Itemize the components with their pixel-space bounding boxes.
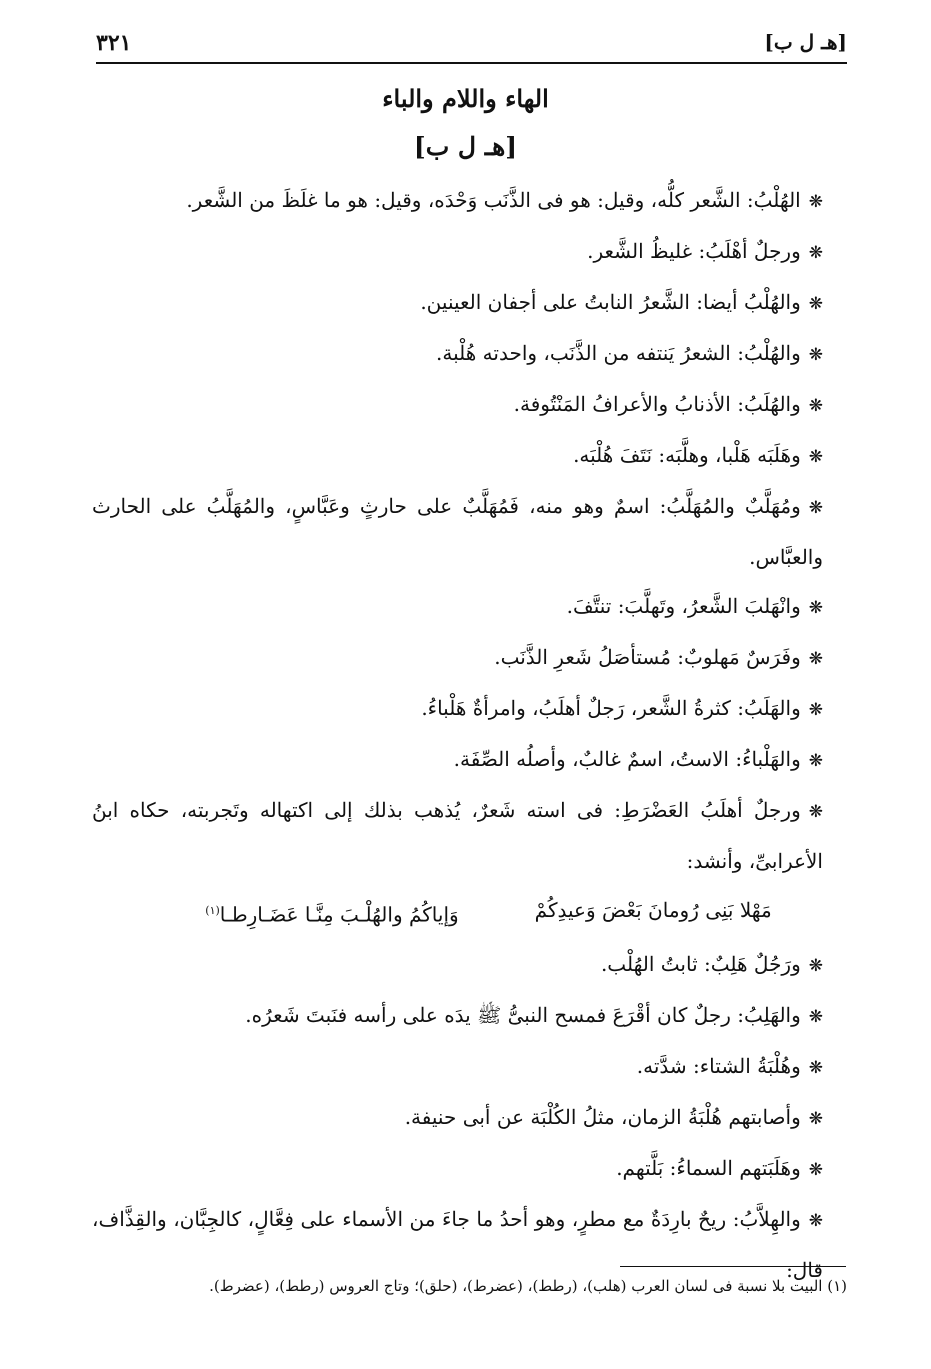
entry-star-icon: ❋: [808, 598, 823, 618]
entry-text: وفَرَسٌ مَهلوبٌ: مُستأصَلُ شَعرِ الذَّنَب.: [494, 645, 801, 669]
entry-text: ورجلٌ أهلَبُ العَضْرَطِ: فى استه شَعرٌ، يُذهب بذلك إلى اكتهاله وتَجربته، حكاه ابنُ الأعرابىِّ، وأنشد:: [92, 798, 823, 873]
page-number: ٣٢١: [96, 30, 132, 56]
entry-star-icon: ❋: [808, 1108, 823, 1129]
dictionary-body: [92, 176, 845, 1295]
dictionary-entry: [92, 1042, 845, 1093]
running-head-root: [هـ ل ب]: [764, 30, 847, 54]
dictionary-entry: [92, 380, 845, 431]
entry-text: ومُهَلَّبٌ والمُهَلَّبُ: اسمٌ وهو منه، فَمُهَلَّبٌ على حارثٍ وعَبَّاسٍ، والمُهَلَّبُ على الحارث والعبَّاس.: [92, 494, 823, 569]
entry-star-icon: ❋: [808, 1159, 823, 1180]
footnote-reference: (١): [205, 904, 220, 917]
entry-text: والهُلْبُ أيضا: الشَّعرُ النابتُ على أجفان العينين.: [420, 290, 801, 314]
entry-star-icon: ❋: [808, 447, 823, 467]
dictionary-entry: [92, 329, 845, 380]
dictionary-entry: [92, 227, 845, 278]
entry-star-icon: ❋: [808, 955, 823, 976]
verse-hemistich-second: [205, 886, 458, 940]
entry-star-icon: ❋: [808, 1210, 823, 1231]
entry-star-icon: ❋: [808, 396, 823, 416]
dictionary-entry: [92, 735, 845, 786]
entry-text: والهُلْبُ: الشعرُ يَنتفه من الذَّنَب، واحدته هُلْبة.: [436, 341, 801, 365]
dictionary-entry: [92, 940, 845, 991]
entry-star-icon: ❋: [808, 345, 823, 365]
entry-text: ورَجُلٌ هَلِبٌ: ثابتُ الهُلْب.: [600, 951, 801, 976]
entry-text: والهَلْباءُ: الاستُ، اسمٌ غالبٌ، وأصلُه الصِّفَة.: [453, 747, 801, 771]
entry-text: وهَلَبَه هَلْبا، وهلَّبَه: نَتَفَ هُلْبَه.: [573, 443, 801, 467]
entry-text: والهِلاَّبُ: ريحٌ بارِدَةٌ مع مطرٍ، وهو أحدُ ما جاءَ من الأسماء على فِعَّالٍ، كالجِبَّان، والقِذَّاف، قال:: [92, 1206, 823, 1282]
entry-text: ورجلٌ أهْلَبُ: غليظُ الشَّعر.: [587, 239, 801, 263]
dictionary-entry: [92, 1093, 845, 1144]
entry-text: وأصابتهم هُلْبَةُ الزمان، مثلُ الكُلْبَة عن أبى حنيفة.: [404, 1104, 801, 1129]
dictionary-entry: [92, 786, 845, 886]
entry-star-icon: ❋: [808, 751, 823, 771]
entry-star-icon: ❋: [808, 243, 823, 263]
running-head: [96, 30, 847, 64]
dictionary-entry: [92, 1144, 845, 1195]
dictionary-entry: [92, 582, 845, 633]
entry-star-icon: ❋: [808, 1006, 823, 1027]
entry-star-icon: ❋: [808, 294, 823, 314]
verse-hemistich-first: مَهْلا بَنِى رُومانَ بَعْضَ وَعيدِكُمْ: [534, 898, 772, 922]
entry-star-icon: ❋: [808, 802, 823, 822]
dictionary-entry: [92, 431, 845, 482]
entry-star-icon: ❋: [808, 498, 823, 518]
entry-text: الهُلْبُ: الشَّعر كلُّه، وقيل: هو فى الذَّنَب وَحْدَه، وقيل: هو ما غلَظَ من الشَّعر.: [186, 188, 801, 212]
entry-star-icon: ❋: [808, 1057, 823, 1078]
entry-text: وانْهَلبَ الشَّعرُ، وتَهلَّبَ: تنتَّفَ.: [566, 594, 801, 618]
entry-text: والهَلِبُ: رجلٌ كان أقْرَعَ فمسح النبىُّ ﷺ يدَه على رأسه فنَبتَ شَعرُه.: [245, 1002, 801, 1027]
entry-text: والهُلَبُ: الأذنابُ والأعرافُ المَنْتُوفة.: [513, 392, 801, 416]
verse-hemistich-text: وَإياكُمُ والهُلْـبَ مِنَّـا عَضَـارِطـا: [219, 902, 459, 927]
dictionary-entry: [92, 633, 845, 684]
entry-star-icon: ❋: [808, 649, 823, 669]
footnote: (١) البيت بلا نسبة فى لسان العرب (هلب)، (رطط)، (عضرط)، (حلق)؛ وتاج العروس (رطط)، (عضرط).: [209, 1277, 847, 1295]
verse-line: [92, 886, 845, 940]
entry-text: والهَلَبُ: كثرةُ الشَّعر، رَجلٌ أهلَبُ، وامرأةٌ هَلْباءُ.: [421, 696, 801, 720]
footnote-divider: [620, 1266, 846, 1267]
dictionary-entry: [92, 482, 845, 582]
entry-text: وهُلْبَةُ الشتاء: شدَّته.: [636, 1053, 801, 1078]
dictionary-entry: [92, 991, 845, 1042]
entry-star-icon: ❋: [808, 700, 823, 720]
entry-text: وهَلَبَتهم السماءُ: بَلَّتهم.: [616, 1155, 801, 1180]
root-heading: [هـ ل ب]: [413, 132, 518, 161]
chapter-title: الهاء واللام والباء: [382, 84, 549, 113]
entry-star-icon: ❋: [808, 192, 823, 212]
dictionary-entry: [92, 176, 845, 227]
dictionary-entry: [92, 278, 845, 329]
dictionary-entry: [92, 684, 845, 735]
